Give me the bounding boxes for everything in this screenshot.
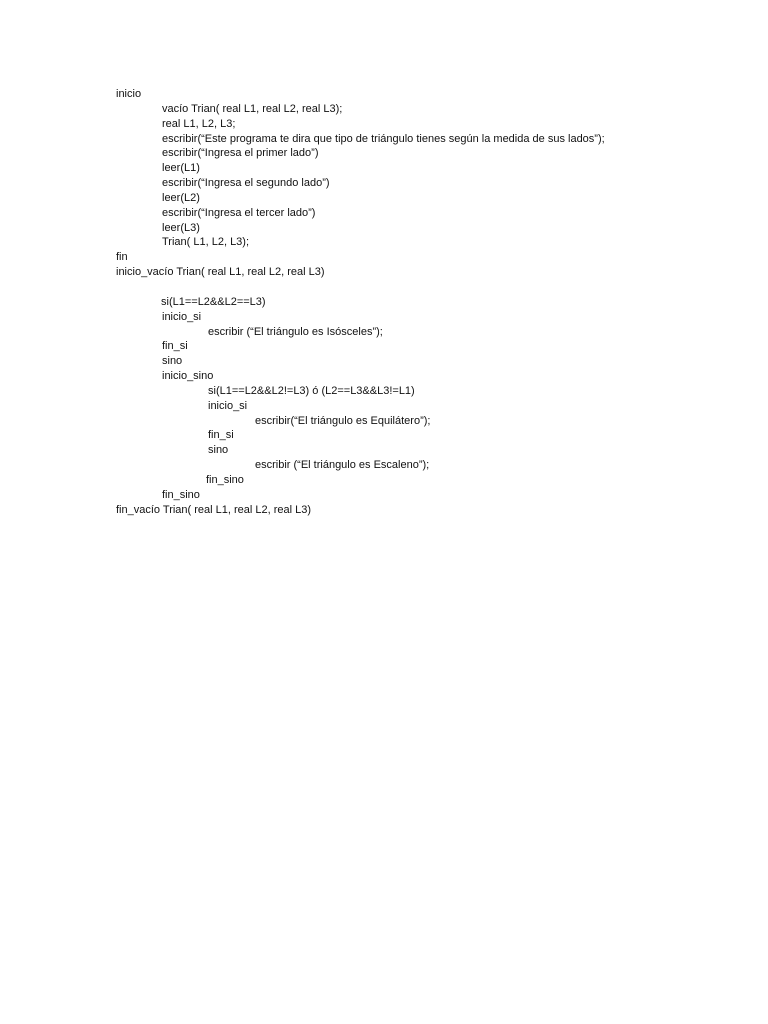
code-line: inicio [116,88,142,100]
code-line: leer(L3) [162,221,200,234]
code-line: sino [208,444,229,457]
code-line: si(L1==L2&&L2!=L3) ó (L2==L3&&L3!=L1) [208,384,415,397]
code-line: escribir(“El triángulo es Equilátero”); [255,414,431,427]
code-line: escribir(“Este programa te dira que tipo de triángulo tienes según la medida de sus lados”); [162,132,605,145]
code-line: sino [162,355,183,368]
pseudocode-block [116,87,736,517]
code-line: fin_sino [162,488,200,501]
code-line: inicio_si [208,399,248,412]
code-line: fin_si [162,340,188,353]
code-line: fin_vacío Trian( real L1, real L2, real L3) [116,503,312,516]
code-line: inicio_vacío Trian( real L1, real L2, real L3) [116,266,325,279]
code-line: escribir (“El triángulo es Isósceles”); [208,325,383,338]
code-line: inicio_sino [162,370,214,383]
code-line: fin_si [208,429,234,442]
code-line: escribir(“Ingresa el segundo lado”) [162,177,330,190]
code-line: real L1, L2, L3; [162,117,236,130]
code-line: inicio_si [162,310,202,323]
code-line: escribir (“El triángulo es Escaleno”); [255,459,430,472]
code-line: leer(L2) [162,191,200,204]
code-line: fin_sino [206,473,244,486]
blank-line [116,280,736,295]
code-line: escribir(“Ingresa el primer lado”) [162,147,319,160]
code-line: vacío Trian( real L1, real L2, real L3); [162,102,343,115]
code-line: leer(L1) [162,162,200,175]
code-line: Trian( L1, L2, L3); [162,236,250,249]
code-line: escribir(“Ingresa el tercer lado”) [162,206,316,219]
code-line: fin [116,251,128,264]
code-line: si(L1==L2&&L2==L3) [161,295,266,308]
